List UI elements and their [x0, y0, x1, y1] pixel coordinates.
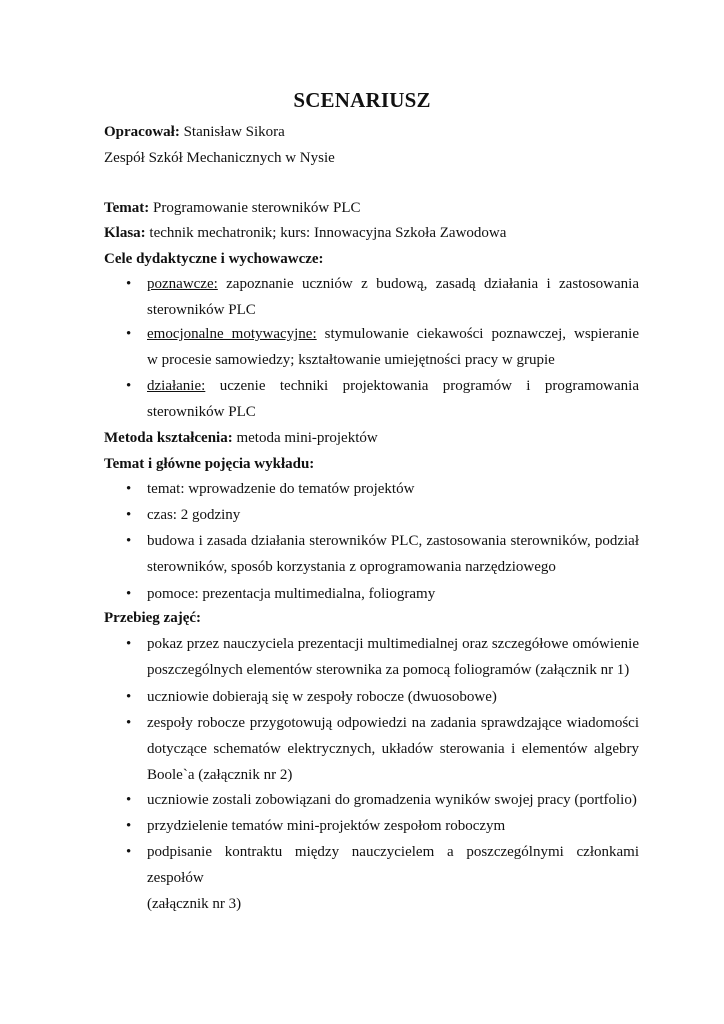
goal-label: poznawcze: — [147, 276, 218, 292]
topic-label: Temat: — [104, 200, 150, 216]
school-line: Zespół Szkół Mechanicznych w Nysie — [104, 150, 335, 166]
course-item — [147, 839, 639, 917]
class-label: Klasa: — [104, 225, 146, 241]
bullet-icon: • — [126, 276, 132, 292]
course-item-text: podpisanie kontraktu między nauczycielem a poszczególnymi członkami zespołów — [147, 844, 639, 886]
goal-text: uczenie techniki projektowania programów i programowania — [205, 378, 639, 394]
goal-text: stymulowanie ciekawości poznawczej, wspieranie — [316, 326, 639, 342]
lecture-item — [147, 581, 639, 607]
course-item — [147, 710, 639, 788]
bullet-icon: • — [126, 689, 132, 705]
class-value: technik mechatronik; kurs: Innowacyjna Szkoła Zawodowa — [149, 225, 507, 241]
bullet-icon: • — [126, 481, 132, 497]
goal-line — [147, 373, 639, 399]
goal-text: zapoznanie uczniów z budową, zasadą działania i zastosowania — [217, 276, 639, 292]
goal-item-action — [147, 373, 639, 425]
method-label: Metoda kształcenia: — [104, 430, 233, 446]
course-item-text: pokaz przez nauczyciela prezentacji multimedialnej oraz szczegółowe omówienie — [147, 636, 639, 652]
lecture-item — [147, 502, 639, 528]
course-item — [147, 684, 639, 710]
lecture-item-text-2: sterowników, sposób korzystania z oprogramowania narzędziowego — [147, 559, 556, 575]
lecture-item-text: temat: wprowadzenie do tematów projektów — [147, 481, 415, 497]
course-item-text-2: (załącznik nr 3) — [147, 896, 242, 912]
goal-item-emotional — [147, 321, 639, 373]
course-item — [147, 813, 639, 839]
course-item — [147, 787, 639, 813]
method-line — [104, 428, 639, 448]
bullet-icon: • — [126, 715, 132, 731]
bullet-icon: • — [126, 636, 132, 652]
topic-value: Programowanie sterowników PLC — [153, 200, 361, 216]
course-item-text: uczniowie dobierają się w zespoły robocze (dwuosobowe) — [147, 689, 497, 705]
course-item-text: przydzielenie tematów mini-projektów zespołom roboczym — [147, 818, 506, 834]
goal-item-cognitive — [147, 271, 639, 323]
goal-line-2: sterowników PLC — [147, 302, 256, 318]
bullet-icon: • — [126, 378, 132, 394]
document-title: SCENARIUSZ — [293, 88, 431, 112]
topic-line — [104, 198, 639, 218]
bullet-icon: • — [126, 507, 132, 523]
course-heading: Przebieg zajęć: — [104, 610, 202, 626]
lecture-item-text: czas: 2 godziny — [147, 507, 241, 523]
course-item-text: zespoły robocze przygotowują odpowiedzi na zadania sprawdzające wiadomości — [147, 715, 639, 731]
method-value: metoda mini-projektów — [236, 430, 378, 446]
goal-line — [147, 271, 639, 297]
class-line — [104, 223, 639, 243]
course-item — [147, 631, 639, 683]
goal-label: emocjonalne motywacyjne: — [147, 326, 317, 342]
course-item-text-2: dotyczące schematów elektrycznych, układów sterowania i elementów algebry — [147, 741, 639, 757]
lecture-item — [147, 476, 639, 502]
goals-heading: Cele dydaktyczne i wychowawcze: — [104, 251, 324, 267]
course-item-text-2: poszczególnych elementów sterownika za pomocą foliogramów (załącznik nr 1) — [147, 662, 630, 678]
goal-line-2: w procesie samowiedzy; kształtowanie umiejętności pracy w grupie — [147, 352, 555, 368]
bullet-icon: • — [126, 792, 132, 808]
goal-line — [147, 321, 639, 347]
bullet-icon: • — [126, 533, 132, 549]
author-label: Opracował: — [104, 124, 180, 140]
lecture-item-text: pomoce: prezentacja multimedialna, foliogramy — [147, 586, 436, 602]
lecture-item-text: budowa i zasada działania sterowników PLC, zastosowania sterowników, podział — [147, 533, 639, 549]
bullet-icon: • — [126, 818, 132, 834]
bullet-icon: • — [126, 326, 132, 342]
author-line — [104, 122, 639, 142]
course-item-text: uczniowie zostali zobowiązani do gromadzenia wyników swojej pracy (portfolio) — [147, 792, 637, 808]
bullet-icon: • — [126, 586, 132, 602]
goal-line-2: sterowników PLC — [147, 404, 256, 420]
goal-label: działanie: — [147, 378, 206, 394]
course-item-text-3: Boole`a (załącznik nr 2) — [147, 767, 293, 783]
bullet-icon: • — [126, 844, 132, 860]
lecture-item — [147, 528, 639, 580]
lecture-heading: Temat i główne pojęcia wykładu: — [104, 456, 315, 472]
author-name: Stanisław Sikora — [183, 124, 285, 140]
